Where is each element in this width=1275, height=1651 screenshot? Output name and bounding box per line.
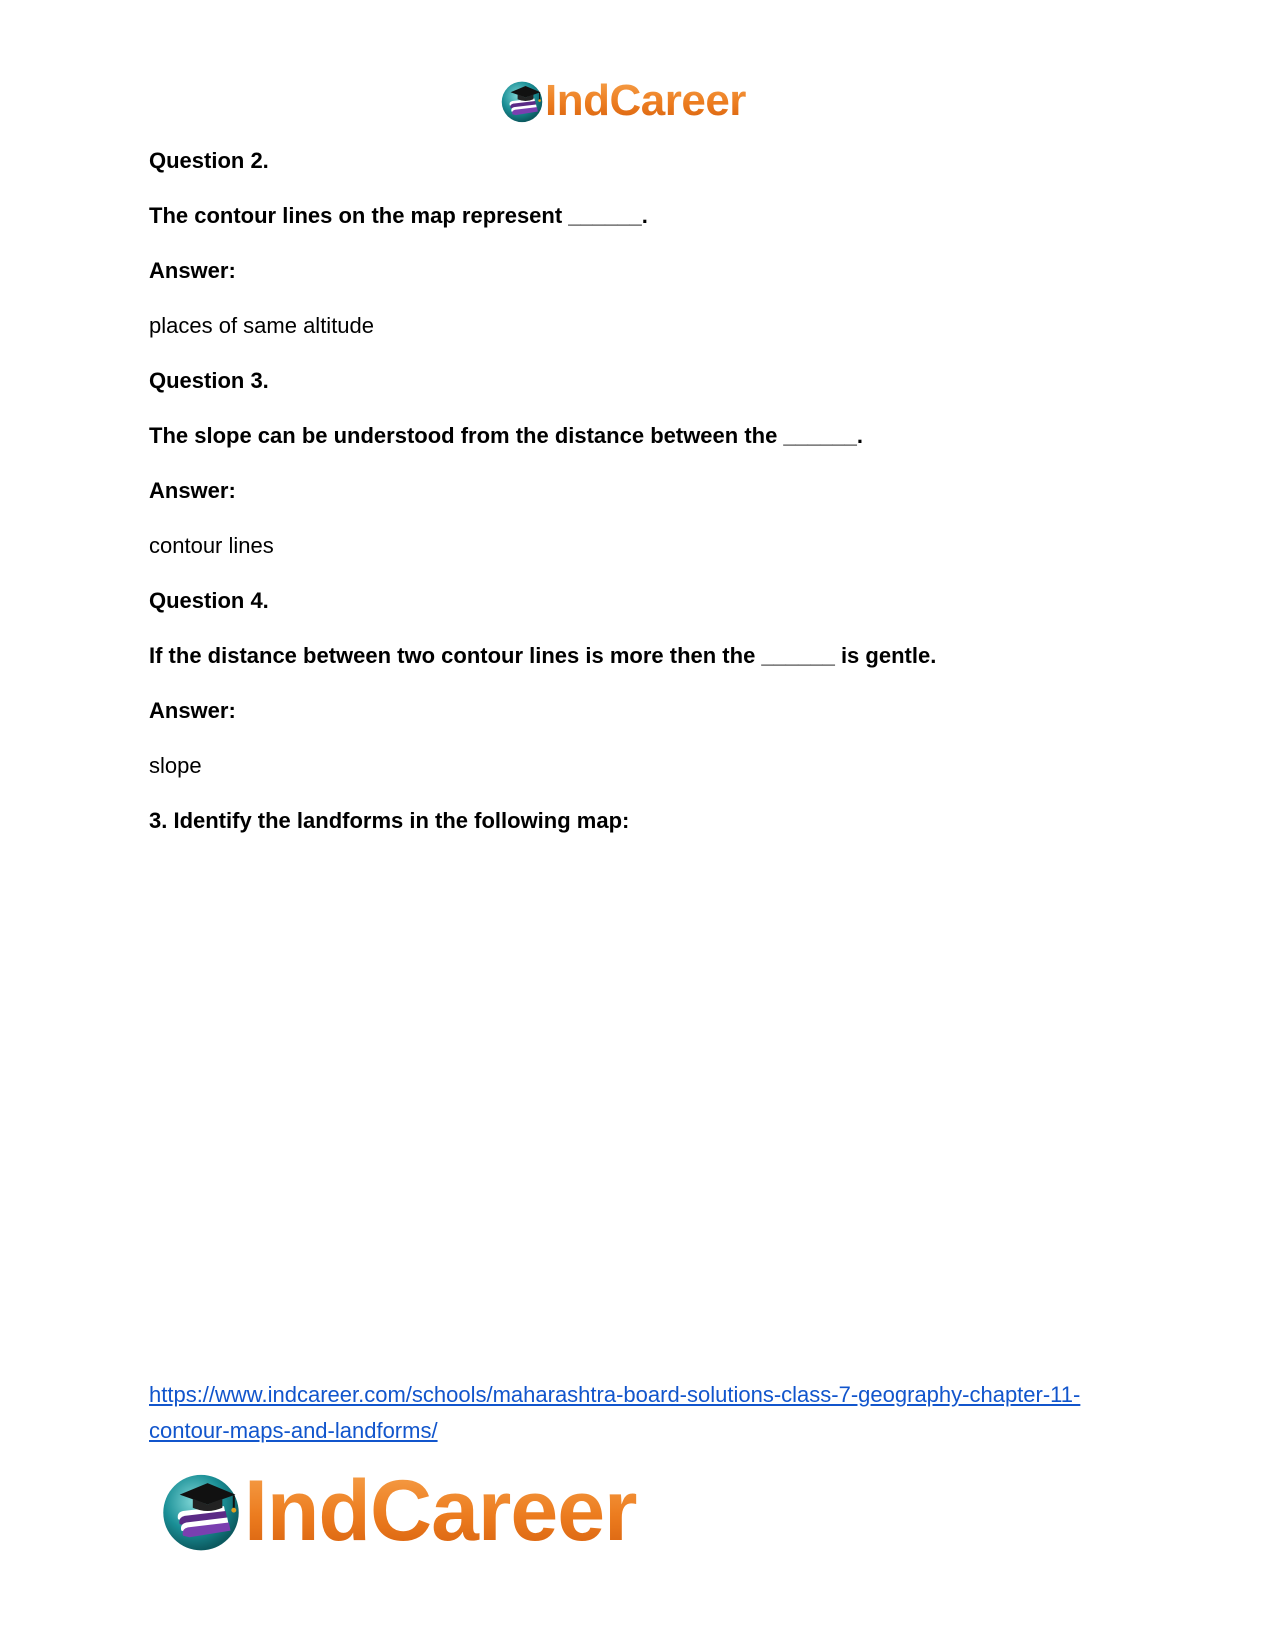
- source-link-line-2: contour-maps-and-landforms/: [149, 1418, 438, 1443]
- answer-text: places of same altitude: [149, 313, 375, 338]
- logo-wordmark: IndCareer: [545, 76, 746, 125]
- answer-label: Answer:: [149, 478, 236, 503]
- question-2-text: The contour lines on the map represent ______.: [149, 203, 648, 228]
- answer-label: Answer:: [149, 258, 236, 283]
- answer-text: slope: [149, 753, 202, 778]
- answer-label: Answer:: [149, 698, 236, 723]
- question-4-text: If the distance between two contour lines is more then the ______ is gentle.: [149, 643, 937, 668]
- header-logo: [500, 76, 746, 126]
- document-body: [149, 148, 1129, 834]
- footer-logo: [160, 1463, 637, 1559]
- question-3-text: The slope can be understood from the distance between the ______.: [149, 423, 863, 448]
- source-link[interactable]: [149, 1382, 1080, 1443]
- question-4-heading: Question 4.: [149, 588, 269, 613]
- graduation-cap-books-icon: [500, 79, 544, 123]
- logo-wordmark: IndCareer: [244, 1463, 637, 1559]
- section-3-heading: 3. Identify the landforms in the following map:: [149, 808, 630, 833]
- source-link-block: [149, 1377, 1149, 1449]
- graduation-cap-books-icon: [160, 1470, 242, 1552]
- question-3-heading: Question 3.: [149, 368, 269, 393]
- question-2-heading: Question 2.: [149, 148, 269, 173]
- answer-text: contour lines: [149, 533, 274, 558]
- source-link-line-1: https://www.indcareer.com/schools/maharashtra-board-solutions-class-7-geography-chapter-11-: [149, 1382, 1081, 1407]
